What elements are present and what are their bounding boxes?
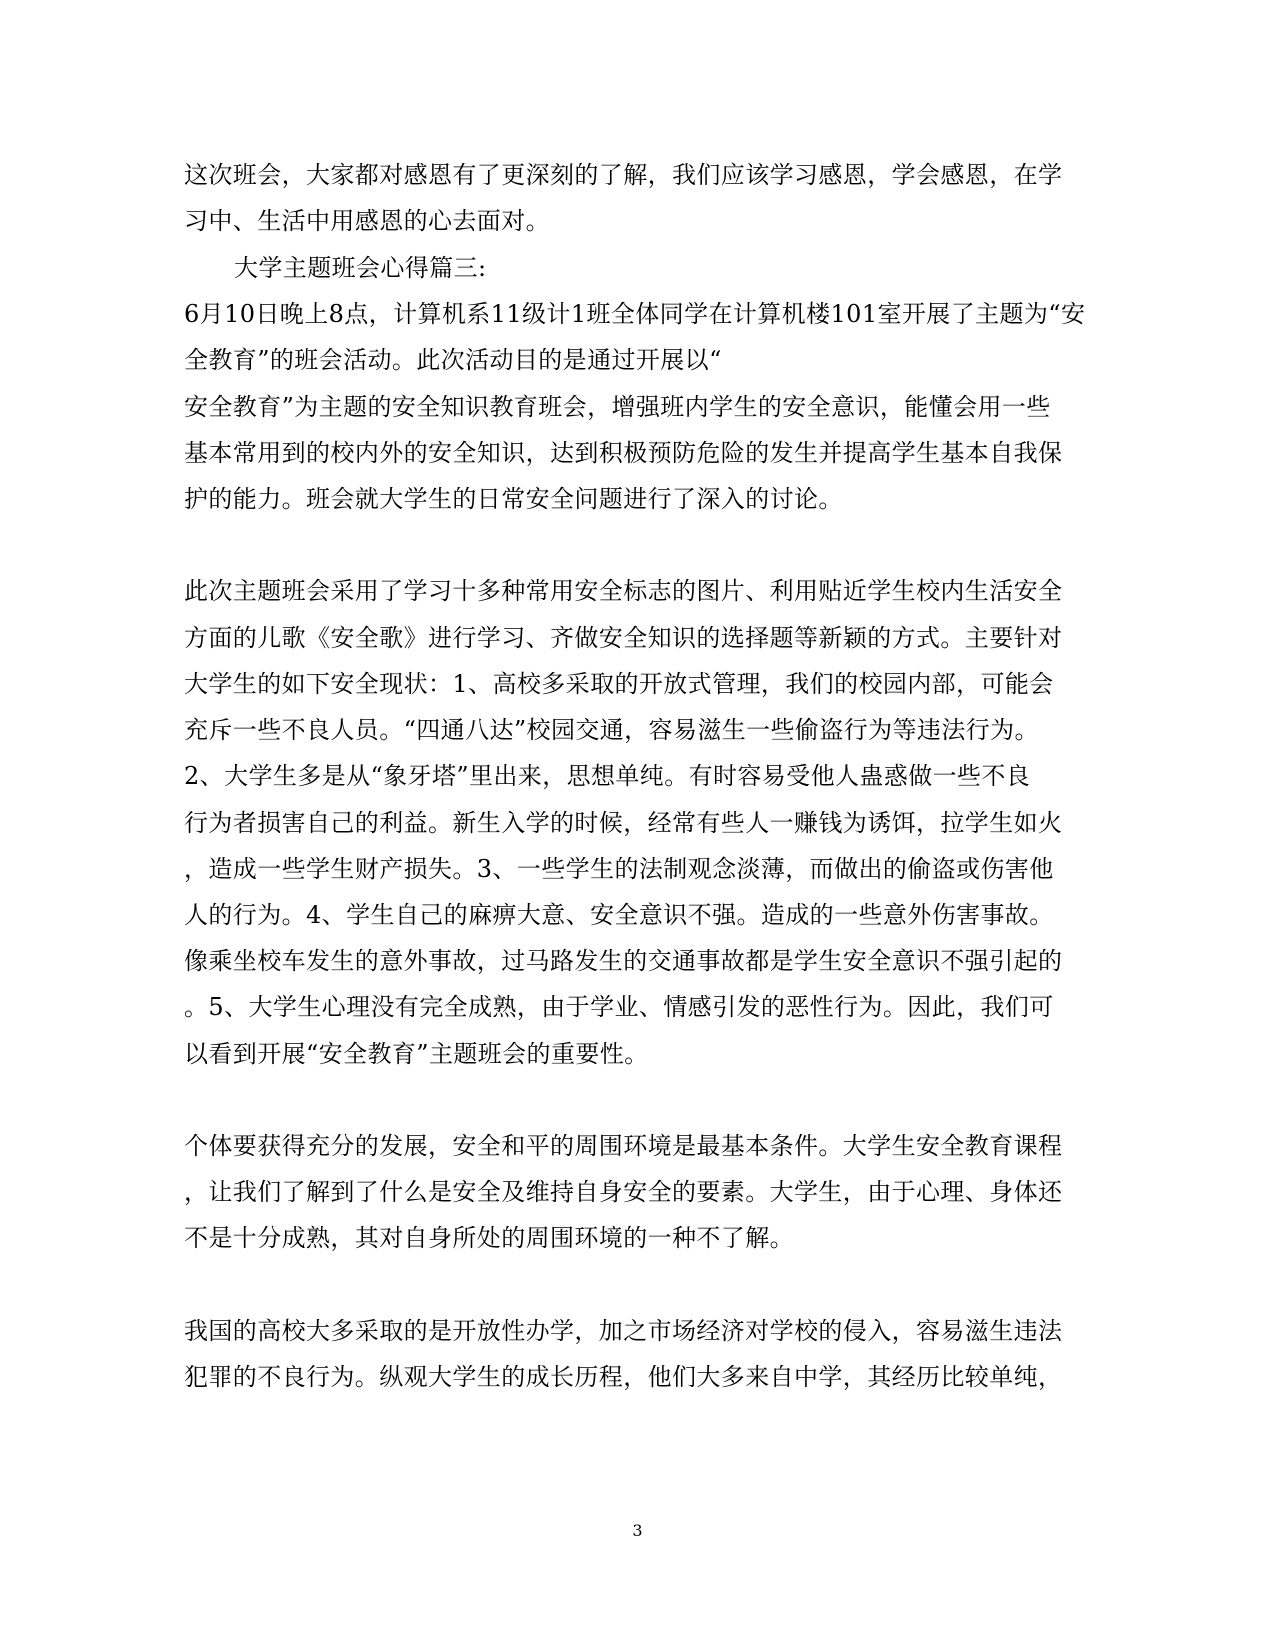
text-line: 全教育”的班会活动。此次活动目的是通过开展以“	[184, 346, 722, 374]
text-line: 充斥一些不良人员。“四通八达”校园交通，容易滋生一些偷盗行为等违法行为。	[184, 716, 1039, 744]
text-line: 安全教育”为主题的安全知识教育班会，增强班内学生的安全意识，能懂会用一些	[184, 393, 1051, 421]
text-line: 不是十分成熟，其对自身所处的周围环境的一种不了解。	[184, 1224, 794, 1252]
text-line: 个体要获得充分的发展，安全和平的周围环境是最基本条件。大学生安全教育课程	[184, 1132, 1063, 1160]
text-line: 护的能力。班会就大学生的日常安全问题进行了深入的讨论。	[184, 485, 843, 513]
text-line: 行为者损害自己的利益。新生入学的时候，经常有些人一赚钱为诱饵，拉学生如火	[184, 809, 1063, 837]
text-line: 人的行为。4、学生自己的麻痹大意、安全意识不强。造成的一些意外伤害事故。	[184, 901, 1054, 929]
page-number: 3	[632, 1521, 643, 1540]
text-line: 这次班会，大家都对感恩有了更深刻的了解，我们应该学习感恩，学会感恩，在学	[184, 161, 1063, 189]
text-line: 此次主题班会采用了学习十多种常用安全标志的图片、利用贴近学生校内生活安全	[184, 577, 1063, 605]
section-heading: 大学主题班会心得篇三:	[234, 254, 487, 282]
text-line: 以看到开展“安全教育”主题班会的重要性。	[184, 1040, 649, 1068]
text-line: 6月10日晚上8点，计算机系11级计1班全体同学在计算机楼101室开展了主题为“安	[184, 300, 1086, 328]
text-line: ，造成一些学生财产损失。3、一些学生的法制观念淡薄，而做出的偷盗或伤害他	[184, 855, 1054, 883]
text-line: 方面的儿歌《安全歌》进行学习、齐做安全知识的选择题等新颖的方式。主要针对	[184, 624, 1063, 652]
text-line: ，让我们了解到了什么是安全及维持自身安全的要素。大学生，由于心理、身体还	[184, 1178, 1063, 1206]
text-line: 犯罪的不良行为。纵观大学生的成长历程，他们大多来自中学，其经历比较单纯，	[184, 1363, 1063, 1391]
text-line: 习中、生活中用感恩的心去面对。	[184, 207, 550, 235]
text-line: 基本常用到的校内外的安全知识，达到积极预防危险的发生并提高学生基本自我保	[184, 439, 1063, 467]
text-line: 。5、大学生心理没有完全成熟，由于学业、情感引发的恶性行为。因此，我们可	[184, 993, 1054, 1021]
text-line: 我国的高校大多采取的是开放性办学，加之市场经济对学校的侵入，容易滋生违法	[184, 1317, 1063, 1345]
text-line: 2、大学生多是从“象牙塔”里出来，思想单纯。有时容易受他人蛊惑做一些不良	[184, 762, 1031, 790]
text-line: 像乘坐校车发生的意外事故，过马路发生的交通事故都是学生安全意识不强引起的	[184, 947, 1063, 975]
text-line: 大学生的如下安全现状：1、高校多采取的开放式管理，我们的校园内部，可能会	[184, 670, 1054, 698]
